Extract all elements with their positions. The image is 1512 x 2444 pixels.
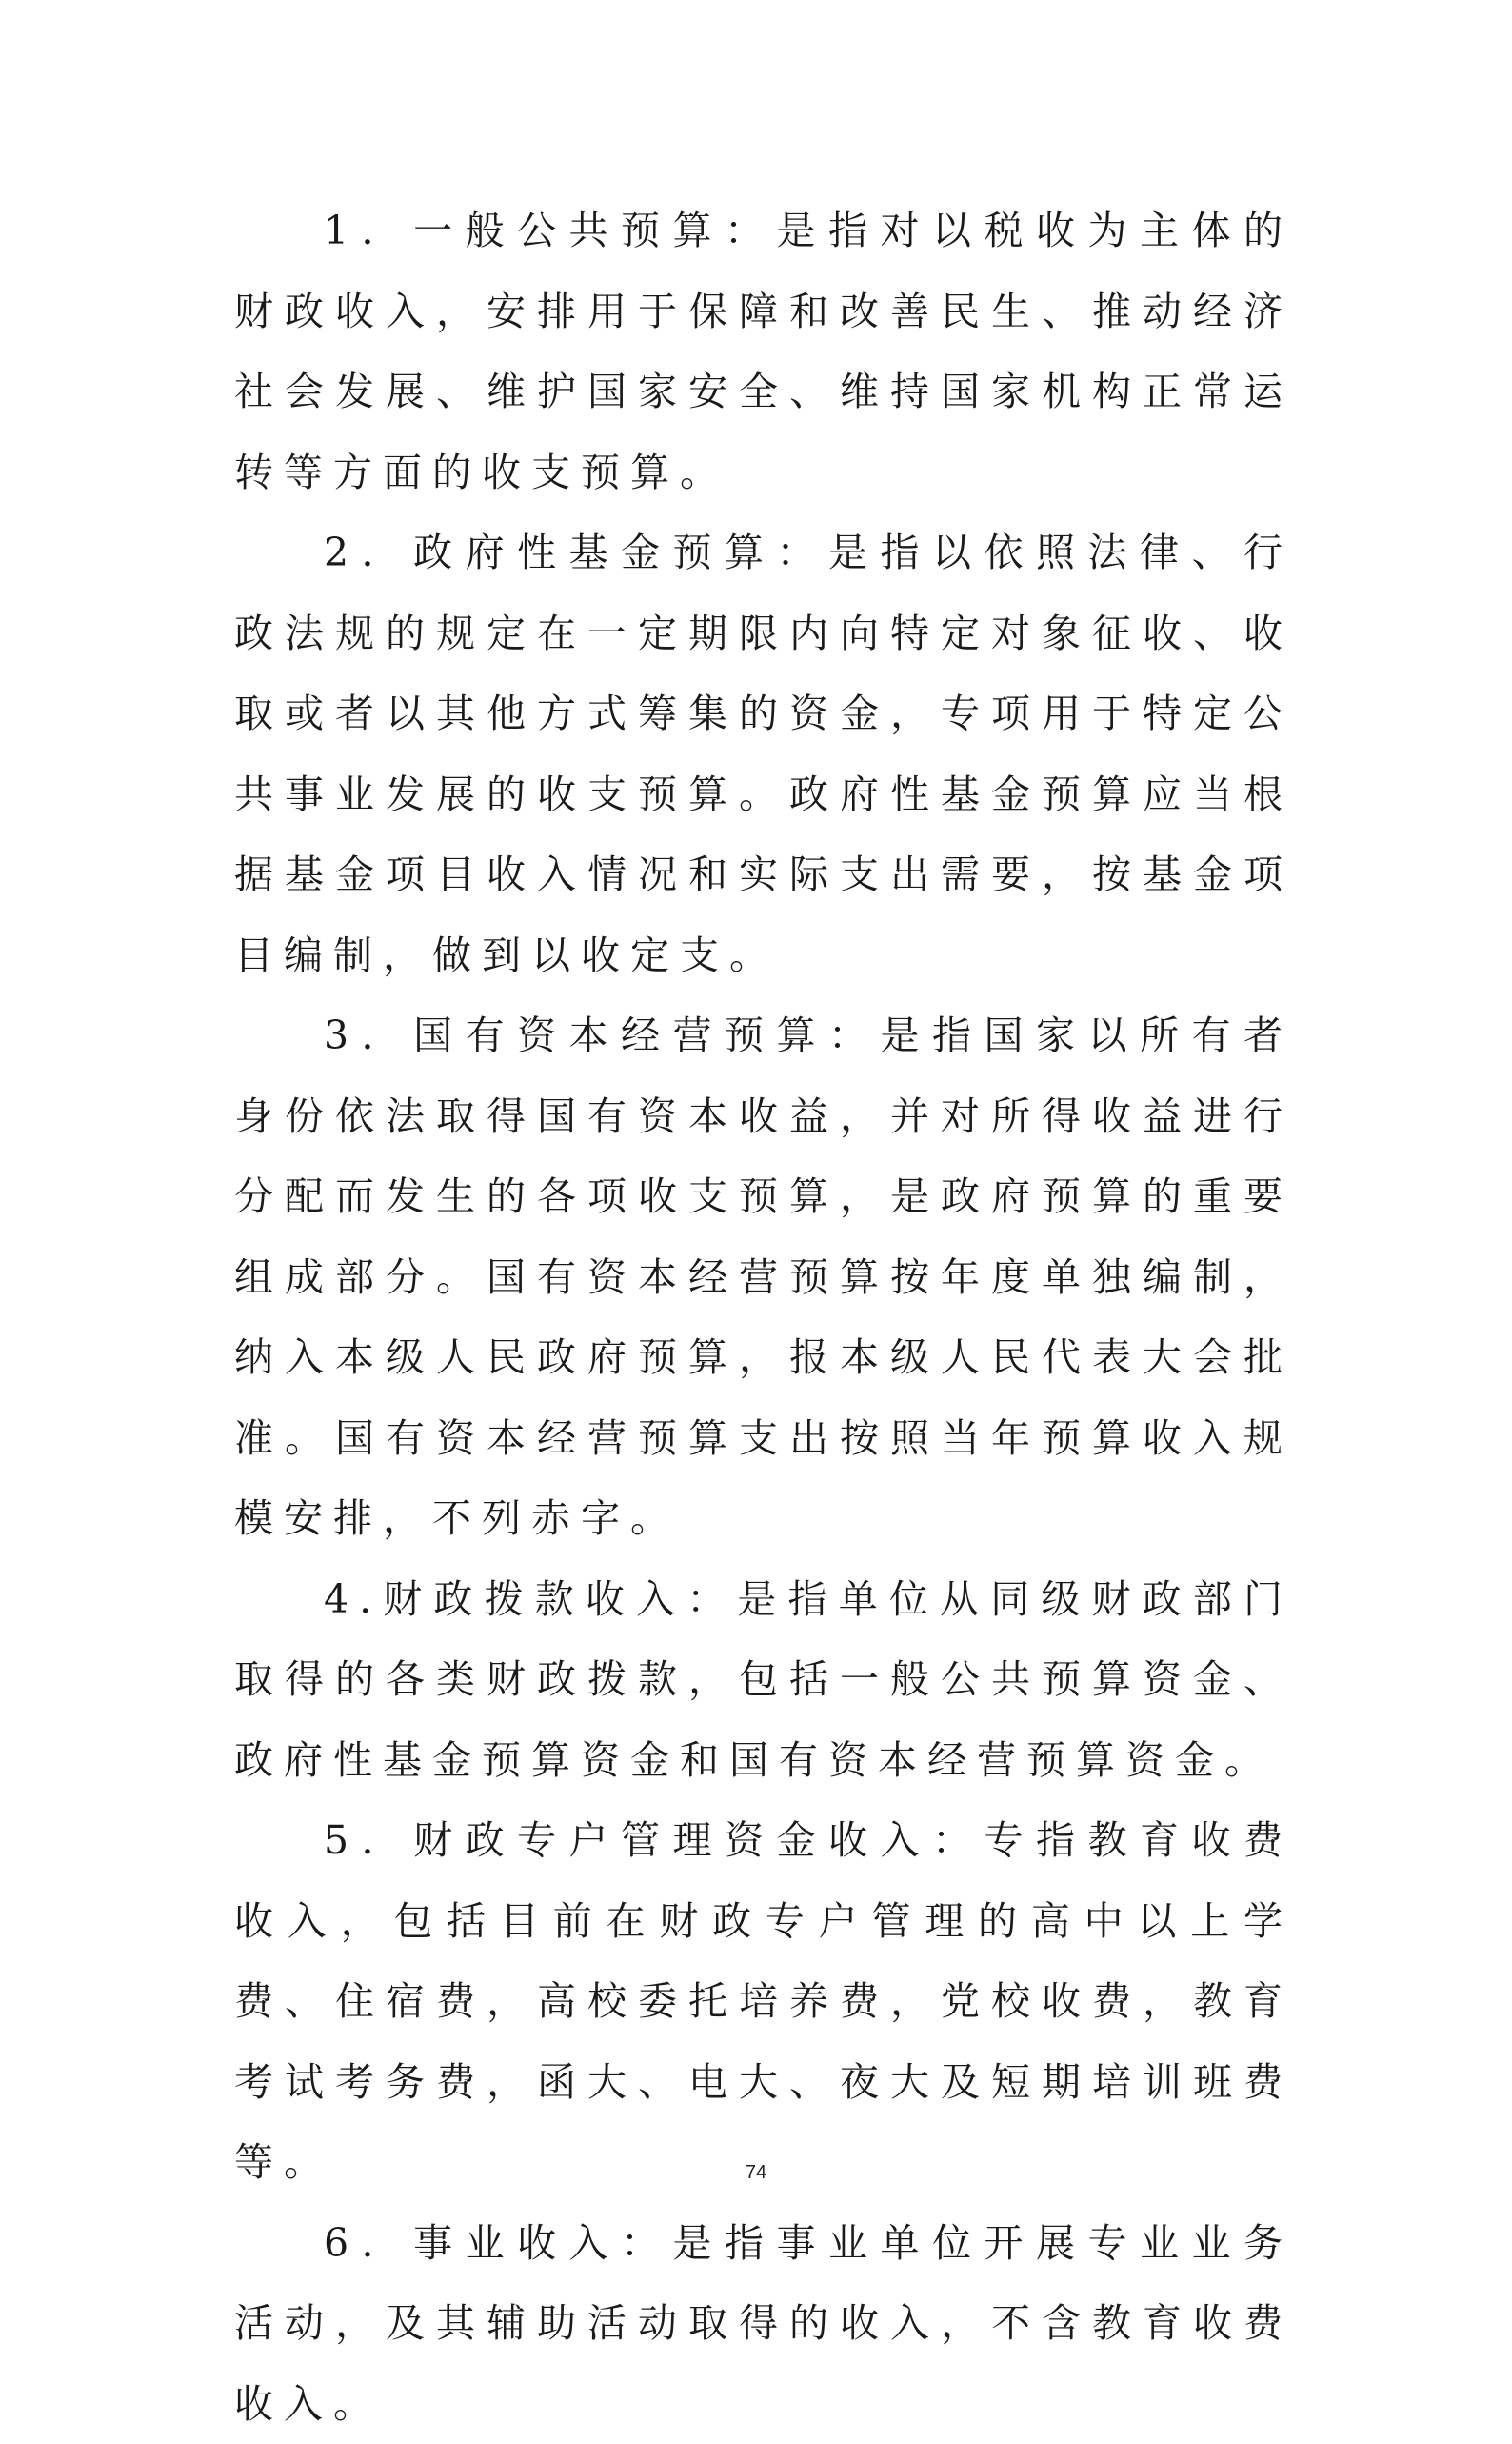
paragraph-state-capital-budget: 3．国有资本经营预算：是指国家以所有者身份依法取得国有资本收益，并对所得收益进行分配而发生的各项收支预算，是政府预算的重要组成部分。国有资本经营预算按年度单独编制，纳入本级人民政府预算，报本级人民代表大会批准。国有资本经营预算支出按照当年预算收入规模安排，不列赤字。 (234, 995, 1293, 1559)
paragraph-government-fund-budget: 2．政府性基金预算：是指以依照法律、行政法规的规定在一定期限内向特定对象征收、收取或者以其他方式筹集的资金，专项用于特定公共事业发展的收支预算。政府性基金预算应当根据基金项目收入情况和实际支出需要，按基金项目编制，做到以收定支。 (234, 512, 1293, 995)
paragraph-special-account-income: 5．财政专户管理资金收入：专指教育收费收入，包括目前在财政专户管理的高中以上学费、住宿费，高校委托培养费，党校收费，教育考试考务费，函大、电大、夜大及短期培训班费等。 (234, 1800, 1293, 2203)
paragraph-fiscal-appropriation-income: 4.财政拨款收入：是指单位从同级财政部门取得的各类财政拨款，包括一般公共预算资金、政府性基金预算资金和国有资本经营预算资金。 (234, 1559, 1293, 1801)
paragraph-general-public-budget: 1．一般公共预算：是指对以税收为主体的财政收入，安排用于保障和改善民生、推动经济社会发展、维护国家安全、维持国家机构正常运转等方面的收支预算。 (234, 190, 1293, 512)
body-text (234, 190, 1293, 2444)
paragraph-business-income: 6．事业收入：是指事业单位开展专业业务活动，及其辅助活动取得的收入，不含教育收费收入。 (234, 2203, 1293, 2444)
page-number: 74 (0, 2162, 1512, 2184)
